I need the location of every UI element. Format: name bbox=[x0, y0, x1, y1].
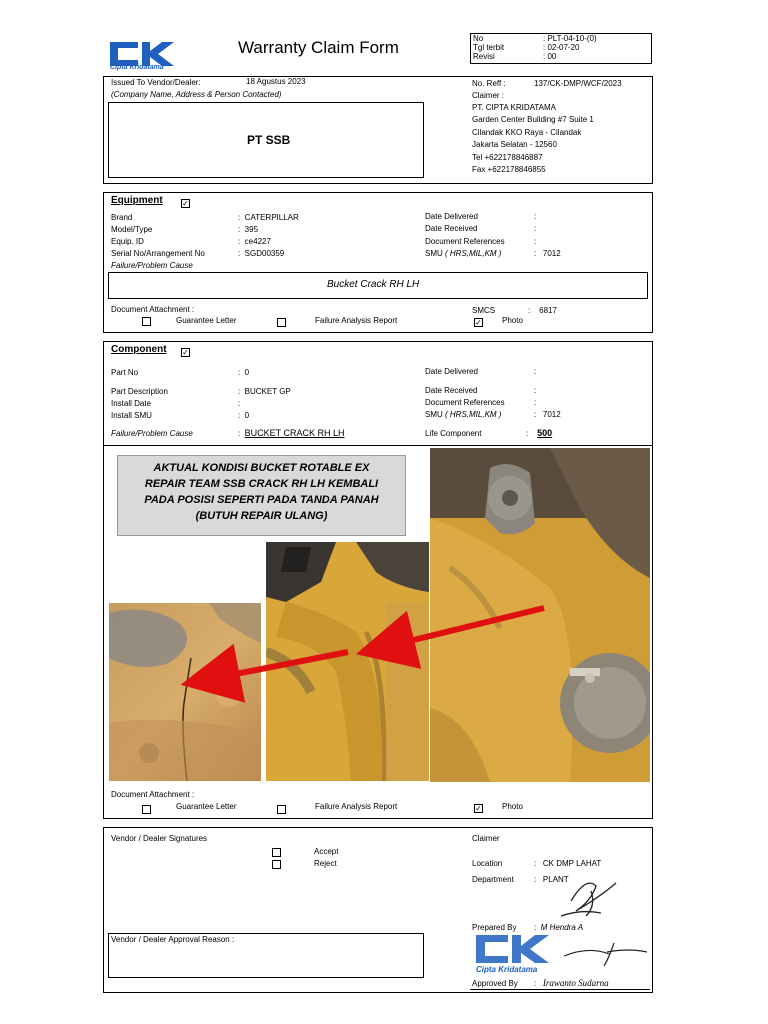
approval-reason-label: Vendor / Dealer Approval Reason : bbox=[111, 935, 235, 944]
claimer-line: Cilandak KKO Raya - Cilandak bbox=[472, 128, 582, 137]
comp-date-delivered-label: Date Delivered bbox=[425, 367, 478, 376]
equip-far-checkbox[interactable] bbox=[277, 318, 286, 327]
equip-guarantee-checkbox[interactable] bbox=[142, 317, 151, 326]
comp-far-checkbox[interactable] bbox=[277, 805, 286, 814]
comp-partno: 0 bbox=[244, 368, 250, 377]
comp-date-delivered-colon: : bbox=[534, 367, 537, 376]
doc-rev-label: Revisi bbox=[473, 52, 495, 61]
equip-failure-value: Bucket Crack RH LH bbox=[327, 279, 420, 290]
claimer-sign-label: Claimer bbox=[472, 834, 500, 843]
comp-docref-colon: : bbox=[534, 398, 537, 407]
approved-text: Irawanto Sudarna bbox=[542, 978, 609, 988]
equip-serial-value: : SGD00359 bbox=[238, 249, 285, 258]
comp-partno-label: Part No bbox=[111, 368, 139, 377]
equip-model: 395 bbox=[244, 225, 259, 234]
claimer-line: PT. CIPTA KRIDATAMA bbox=[472, 103, 557, 112]
location-label: Location bbox=[472, 859, 503, 868]
equip-model-label: Model/Type bbox=[111, 225, 153, 234]
equip-attachment-label: Document Attachment : bbox=[111, 305, 195, 314]
approved-signature bbox=[559, 938, 649, 968]
comp-life-value: 500 bbox=[537, 428, 553, 438]
equip-smu-label bbox=[425, 249, 501, 259]
reject-checkbox[interactable] bbox=[272, 860, 281, 869]
comp-date-received-colon: : bbox=[534, 386, 537, 395]
comp-failure-label: Failure/Problem Cause bbox=[111, 429, 193, 438]
equip-date-received-label: Date Received bbox=[425, 224, 478, 233]
prepared-signature bbox=[541, 871, 621, 921]
reject-label: Reject bbox=[314, 859, 337, 868]
vendor-signature-label: Vendor / Dealer Signatures bbox=[111, 834, 208, 843]
note-line: (BUTUH REPAIR ULANG) bbox=[195, 510, 328, 522]
equip-serial-label: Serial No/Arrangement No bbox=[111, 249, 205, 258]
equip-date-delivered-colon: : bbox=[534, 212, 537, 221]
stamp-text: Cipta Kridatama bbox=[476, 965, 538, 974]
doc-no-label: No bbox=[473, 34, 484, 43]
comp-desc: BUCKET GP bbox=[244, 387, 291, 396]
claimer-line: Garden Center Building #7 Suite 1 bbox=[472, 115, 594, 124]
accept-label: Accept bbox=[314, 847, 339, 856]
issued-label: Issued To Vendor/Dealer: bbox=[111, 78, 201, 87]
comp-life-label: Life Component bbox=[425, 429, 482, 438]
doc-rev-value: : 00 bbox=[543, 52, 557, 61]
issued-section bbox=[103, 76, 653, 184]
note-line: AKTUAL KONDISI BUCKET ROTABLE EX bbox=[153, 462, 370, 474]
company-stamp bbox=[472, 931, 554, 979]
comp-photo-checkbox[interactable]: ✓ bbox=[475, 804, 482, 813]
comp-install-smu-label: Install SMU bbox=[111, 411, 152, 420]
doc-no-value: : PLT-04-10-(0) bbox=[543, 34, 597, 43]
claimer-line: Tel +622178846887 bbox=[472, 153, 543, 162]
ref-value: 137/CK-DMP/WCF/2023 bbox=[534, 79, 622, 88]
comp-install-date-label: Install Date bbox=[111, 399, 152, 408]
approved-value: : Irawanto Sudarna bbox=[534, 978, 609, 988]
equipment-checkbox[interactable]: ✓ bbox=[182, 199, 189, 208]
equip-id: ce4227 bbox=[244, 237, 271, 246]
note-line: PADA POSISI SEPERTI PADA TANDA PANAH bbox=[144, 494, 379, 506]
equip-smcs-value: : 6817 bbox=[528, 306, 557, 315]
vendor-name: PT SSB bbox=[247, 133, 291, 147]
equip-docref-label: Document References bbox=[425, 237, 505, 246]
accept-checkbox[interactable] bbox=[272, 848, 281, 857]
page-title: Warranty Claim Form bbox=[238, 38, 399, 57]
component-checkbox[interactable]: ✓ bbox=[182, 348, 189, 357]
equip-date-received-colon: : bbox=[534, 224, 537, 233]
approval-reason-box[interactable] bbox=[108, 933, 424, 978]
comp-smu-value: : 7012 bbox=[534, 410, 561, 419]
component-section bbox=[103, 341, 653, 819]
comp-failure-value: BUCKET CRACK RH LH bbox=[244, 428, 345, 438]
comp-guarantee-label: Guarantee Letter bbox=[176, 802, 237, 811]
comp-attachment-label: Document Attachment : bbox=[111, 790, 195, 799]
issued-sub-label: (Company Name, Address & Person Contacted) bbox=[111, 90, 282, 99]
comp-guarantee-checkbox[interactable] bbox=[142, 805, 151, 814]
equip-id-value: : ce4227 bbox=[238, 237, 271, 246]
comp-desc-label: Part Description bbox=[111, 387, 168, 396]
equip-smu-value: : 7012 bbox=[534, 249, 561, 258]
equip-smu-text: SMU bbox=[425, 249, 443, 258]
comp-smu-unit: ( HRS,MIL,KM ) bbox=[445, 410, 502, 419]
equip-guarantee-label: Guarantee Letter bbox=[176, 316, 237, 325]
component-title: Component bbox=[111, 344, 167, 355]
comp-install-date-colon: : bbox=[238, 399, 241, 408]
issued-date: 18 Agustus 2023 bbox=[246, 77, 306, 86]
comp-photo-label: Photo bbox=[502, 802, 523, 811]
location-text: CK DMP LAHAT bbox=[542, 859, 602, 868]
comp-docref-label: Document References bbox=[425, 398, 505, 407]
signature-section bbox=[103, 827, 653, 993]
comp-failure-value-wrap: : BUCKET CRACK RH LH bbox=[238, 428, 345, 438]
doc-date-value: : 02-07-20 bbox=[543, 43, 580, 52]
prepared-label: Prepared By bbox=[472, 923, 517, 932]
comp-partno-value: : 0 bbox=[238, 368, 250, 377]
prepared-text: M Hendra A bbox=[540, 923, 584, 932]
department-text: PLANT bbox=[542, 875, 569, 884]
vendor-name-box bbox=[108, 102, 424, 178]
comp-life-value-wrap: : 500 bbox=[526, 428, 553, 438]
equip-failure-label: Failure/Problem Cause bbox=[111, 261, 193, 270]
equip-model-value: : 395 bbox=[238, 225, 259, 234]
equip-id-label: Equip. ID bbox=[111, 237, 144, 246]
equip-photo-checkbox[interactable]: ✓ bbox=[475, 318, 482, 327]
equipment-section bbox=[103, 192, 653, 333]
comp-smu-text: SMU bbox=[425, 410, 443, 419]
comp-far-label: Failure Analysis Report bbox=[315, 802, 398, 811]
note-line: REPAIR TEAM SSB CRACK RH LH KEMBALI bbox=[144, 478, 379, 490]
equip-serial: SGD00359 bbox=[244, 249, 285, 258]
comp-install-smu: 0 bbox=[244, 411, 250, 420]
location-value: : CK DMP LAHAT bbox=[534, 859, 602, 868]
company-logo bbox=[108, 38, 180, 72]
comp-desc-value: : BUCKET GP bbox=[238, 387, 291, 396]
doc-info-box bbox=[470, 33, 652, 64]
ref-label: No. Reff : bbox=[472, 79, 506, 88]
comp-install-smu-value: : 0 bbox=[238, 411, 250, 420]
equip-docref-colon: : bbox=[534, 237, 537, 246]
claimer-label: Claimer : bbox=[472, 91, 505, 100]
equip-smu: 7012 bbox=[542, 249, 561, 258]
equip-brand-value: : CATERPILLAR bbox=[238, 213, 299, 222]
red-arrows-overlay bbox=[104, 342, 652, 818]
equip-brand: CATERPILLAR bbox=[244, 213, 299, 222]
equipment-title: Equipment bbox=[111, 195, 163, 206]
comp-smu: 7012 bbox=[542, 410, 561, 419]
prepared-value: : M Hendra A bbox=[534, 923, 584, 932]
claimer-line: Jakarta Selatan - 12560 bbox=[472, 140, 557, 149]
claimer-line: Fax +622178846855 bbox=[472, 165, 546, 174]
approved-label: Approved By bbox=[472, 979, 518, 988]
arrow-right bbox=[385, 608, 544, 647]
equip-date-delivered-label: Date Delivered bbox=[425, 212, 478, 221]
equip-far-label: Failure Analysis Report bbox=[315, 316, 398, 325]
equip-photo-label: Photo bbox=[502, 316, 523, 325]
equip-failure-box bbox=[108, 272, 648, 299]
equip-smcs: 6817 bbox=[539, 306, 557, 315]
department-value: : PLANT bbox=[534, 875, 569, 884]
department-label: Department bbox=[472, 875, 514, 884]
equip-smcs-label: SMCS bbox=[472, 306, 496, 315]
equip-smu-unit: ( HRS,MIL,KM ) bbox=[445, 249, 502, 258]
approved-underline bbox=[470, 989, 650, 990]
logo-text: Cipta Kridatama bbox=[110, 64, 164, 71]
doc-date-label: Tgl terbit bbox=[473, 43, 505, 52]
equip-brand-label: Brand bbox=[111, 213, 133, 222]
arrow-left bbox=[210, 652, 348, 679]
comp-date-received-label: Date Received bbox=[425, 386, 478, 395]
